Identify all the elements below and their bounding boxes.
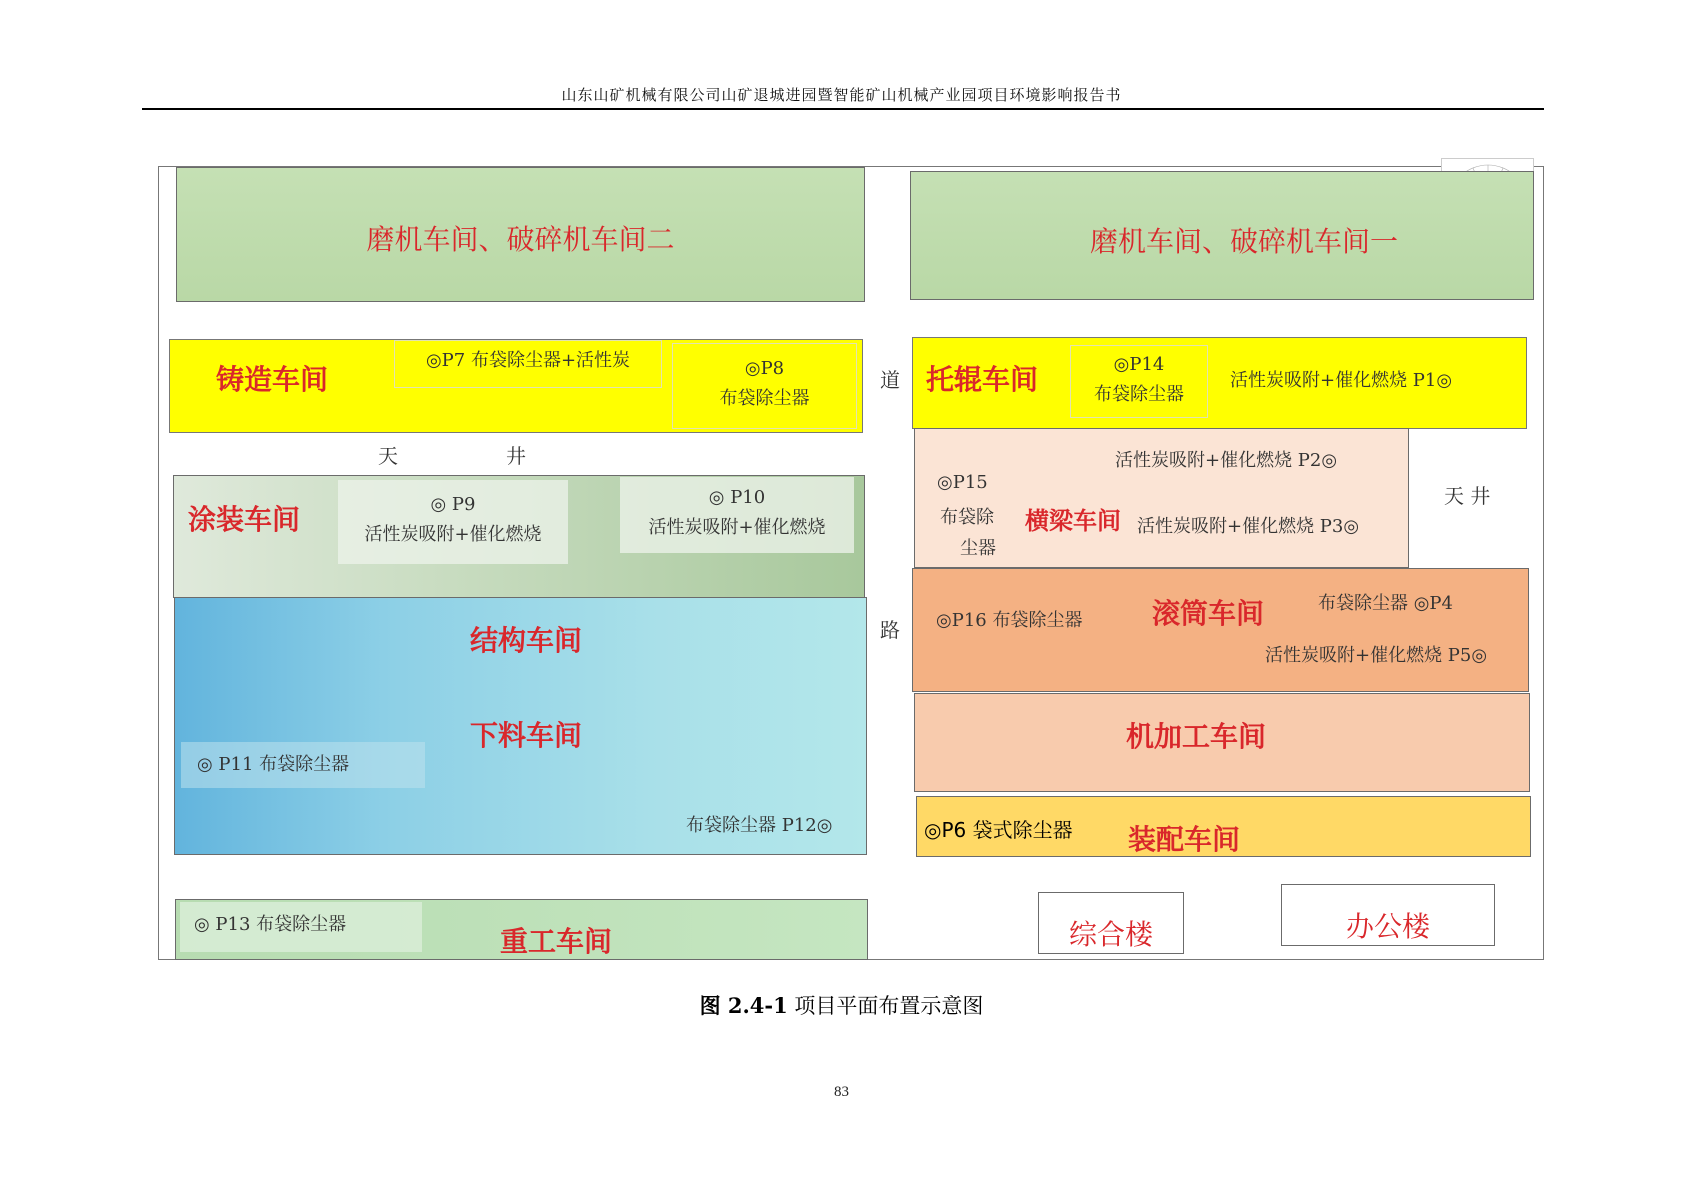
heavy-workshop-label: 重工车间 [500, 925, 613, 958]
blanking-workshop-label: 下料车间 [470, 719, 583, 752]
page-header: 山东山矿机械有限公司山矿退城进园暨智能矿山机械产业园项目环境影响报告书 [561, 86, 1122, 104]
road-label-1: 道 [880, 368, 900, 392]
outlet-p15-id: ◎P15 [937, 472, 988, 493]
outlet-p16: ◎P16 布袋除尘器 [936, 610, 1083, 631]
outlet-p8-id: ◎P8 [744, 358, 785, 379]
outlet-p6: ◎P6 袋式除尘器 [924, 818, 1073, 842]
roller-workshop-label: 托辊车间 [926, 363, 1039, 396]
outlet-p10-id: ◎ P10 [708, 487, 766, 508]
courtyard-right: 天 井 [1444, 484, 1491, 508]
beam-workshop-label: 横梁车间 [1025, 506, 1121, 535]
casting-workshop-label: 铸造车间 [216, 363, 329, 396]
outlet-p12: 布袋除尘器 P12◎ [686, 815, 833, 836]
outlet-p14-box [1070, 345, 1208, 418]
office-building-label: 办公楼 [1345, 910, 1430, 943]
outlet-p2: 活性炭吸附+催化燃烧 P2◎ [1115, 450, 1338, 471]
coating-workshop-label: 涂装车间 [188, 503, 301, 536]
outlet-p1: 活性炭吸附+催化燃烧 P1◎ [1230, 370, 1453, 391]
outlet-p10-box [620, 477, 854, 553]
figure-caption-number: 图 2.4-1 [699, 993, 788, 1018]
outlet-p8-desc: 布袋除尘器 [719, 388, 810, 409]
complex-building-label: 综合楼 [1068, 918, 1153, 951]
mill-workshop-2-label: 磨机车间、破碎机车间二 [366, 223, 675, 256]
complex-building [1038, 892, 1184, 954]
outlet-p14-id: ◎P14 [1113, 354, 1165, 375]
outlet-p8-box [672, 343, 857, 429]
figure-caption [0, 990, 1683, 1020]
courtyard-left-char-2: 井 [506, 444, 526, 468]
road-label-2: 路 [880, 618, 900, 642]
courtyard-left-char-1: 天 [378, 444, 398, 468]
drum-workshop-label: 滚筒车间 [1152, 597, 1265, 630]
outlet-p15-desc-1: 布袋除 [940, 507, 994, 528]
outlet-p13: ◎ P13 布袋除尘器 [180, 902, 422, 952]
assembly-workshop-label: 装配车间 [1128, 823, 1241, 856]
outlet-p10-desc: 活性炭吸附+催化燃烧 [648, 517, 826, 538]
structure-workshop-label: 结构车间 [470, 624, 583, 657]
outlet-p14-desc: 布袋除尘器 [1094, 384, 1184, 405]
mill-workshop-1-label: 磨机车间、破碎机车间一 [1090, 225, 1399, 258]
outlet-p5: 活性炭吸附+催化燃烧 P5◎ [1265, 645, 1488, 666]
outlet-p15-desc-2: 尘器 [960, 538, 996, 559]
outlet-p4: 布袋除尘器 ◎P4 [1318, 593, 1453, 614]
outlet-p9-id: ◎ P9 [430, 494, 476, 515]
machining-workshop-label: 机加工车间 [1126, 720, 1267, 753]
outlet-p11: ◎ P11 布袋除尘器 [181, 742, 425, 788]
office-building [1281, 884, 1495, 946]
figure-caption-text: 项目平面布置示意图 [787, 994, 984, 1018]
outlet-p7: ◎P7 布袋除尘器+活性炭 [394, 340, 662, 388]
outlet-p9-desc: 活性炭吸附+催化燃烧 [364, 524, 542, 545]
page-number: 83 [834, 1084, 849, 1100]
outlet-p3: 活性炭吸附+催化燃烧 P3◎ [1137, 516, 1360, 537]
outlet-p9-box [338, 480, 568, 564]
header-rule [142, 108, 1544, 110]
